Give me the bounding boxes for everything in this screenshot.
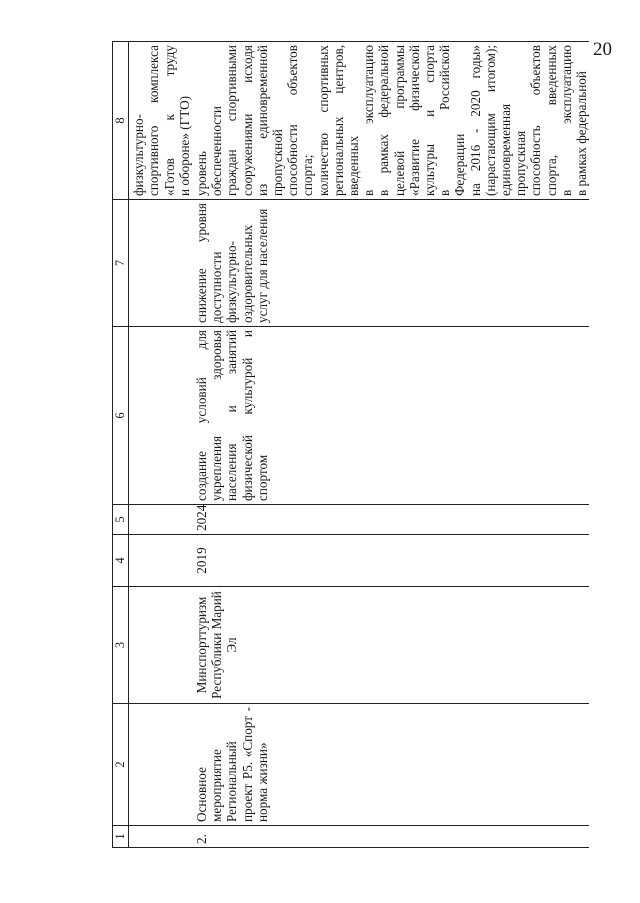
row-name: Основное мероприятие Региональный проект Р5. «Спорт - норма жизни» — [194, 707, 270, 822]
indicator-line: культуры и спорта — [422, 45, 438, 196]
continuation-row — [129, 42, 192, 848]
table-row — [192, 42, 589, 848]
indicator-line: в эксплуатацию — [558, 45, 574, 196]
continuation-cell — [129, 42, 192, 200]
indicator-line: из единовременной — [254, 45, 270, 196]
indicator-line: пропускная — [513, 130, 529, 196]
header-col-7: 7 — [113, 200, 129, 327]
indicator-line: обеспеченности — [209, 106, 225, 196]
continuation-line: «Готов к труду — [161, 45, 177, 196]
indicator-line: сооружениями исходя — [239, 45, 255, 196]
indicator-line: введенных — [346, 135, 362, 196]
indicator-line: спорта, введенных — [543, 45, 559, 196]
indicator-line: (нарастающим итогом); — [482, 45, 498, 196]
indicator-line: количество спортивных — [315, 45, 331, 196]
indicator-line: спорта; — [300, 154, 316, 196]
indicator-line: пропускной — [270, 129, 286, 196]
indicator-line: уровень — [194, 151, 210, 196]
header-col-2: 2 — [113, 704, 129, 826]
rotated-table-container — [112, 42, 590, 848]
table-header-row — [113, 42, 129, 848]
row-indicators — [194, 45, 589, 196]
plan-table — [112, 41, 589, 848]
header-col-4: 4 — [113, 535, 129, 587]
indicator-line: на 2016 - 2020 годы» — [467, 45, 483, 196]
row-start-year: 2019 — [192, 535, 589, 587]
row-result: создание условий для укрепления здоровья населения и занятий физической культурой и спортом — [194, 330, 270, 501]
continuation-lines — [131, 45, 192, 196]
header-col-8: 8 — [113, 42, 129, 200]
indicator-line: целевой программы — [391, 45, 407, 196]
row-consequences: снижение уровня доступности физкультурно-оздоровительных услуг для населения — [194, 203, 270, 323]
indicator-line: «Развитие физической — [406, 45, 422, 196]
header-col-1: 1 — [113, 826, 129, 848]
indicator-line: в рамках федеральной — [574, 71, 590, 196]
continuation-line: спортивного комплекса — [146, 45, 162, 196]
continuation-line: физкультурно- — [131, 114, 147, 196]
indicator-line: граждан спортивными — [224, 45, 240, 196]
indicator-line: региональных центров, — [330, 45, 346, 196]
row-executor: Минспорттуризм Республики Марий Эл — [192, 587, 589, 704]
continuation-line: и обороне» (ГТО) — [176, 95, 192, 196]
header-col-3: 3 — [113, 587, 129, 704]
row-indicators-cell — [192, 42, 589, 200]
row-end-year: 2024 — [192, 505, 589, 535]
row-number: 2. — [192, 826, 589, 848]
indicator-line: способности объектов — [285, 45, 301, 196]
indicator-line: в Российской — [437, 45, 453, 196]
indicator-line: в эксплуатацию — [361, 45, 377, 196]
header-col-5: 5 — [113, 505, 129, 535]
page-number: 20 — [593, 39, 612, 60]
indicator-line: в рамках федеральной — [376, 45, 392, 196]
indicator-line: Федерации — [452, 133, 468, 196]
indicator-line: способность объектов — [528, 45, 544, 196]
indicator-line: единовременная — [498, 103, 514, 196]
header-col-6: 6 — [113, 327, 129, 505]
